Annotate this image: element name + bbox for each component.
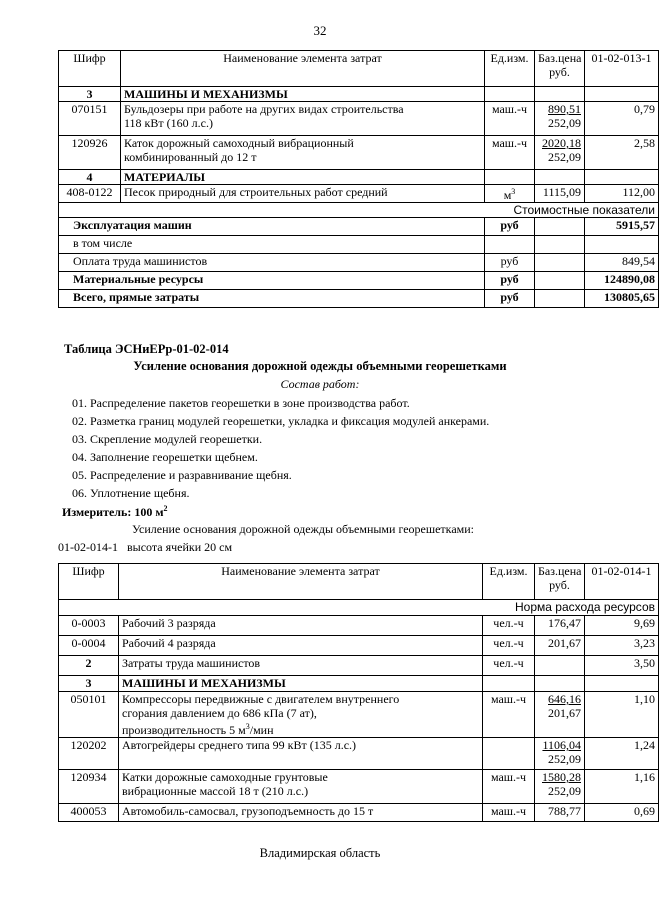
- table-title: Таблица ЭСНиЕРр-01-02-014: [64, 342, 229, 356]
- table-row: 120934 Катки дорожные самоходные грунтовые вибрационные массой 18 т (210 л.с.) маш.-ч 1580,28 252,09 1,16: [59, 770, 659, 804]
- table-row: 070151 Бульдозеры при работе на других видах строительства 118 кВт (160 л.с.) маш.-ч 890,51 252,09 0,79: [59, 102, 659, 136]
- summary-row: Эксплуатация машин руб 5915,57: [59, 218, 659, 236]
- table-row: 408-0122 Песок природный для строительных работ средний $м^3$ 1115,09 112,00: [59, 185, 659, 203]
- col-name-header: Наименование элемента затрат: [121, 51, 485, 87]
- resource-table-1: [58, 50, 659, 308]
- summary-row: Всего, прямые затраты руб 130805,65: [59, 290, 659, 308]
- meter-label: Измеритель: 100 $м^2$: [62, 504, 168, 519]
- table-header: [59, 51, 659, 87]
- col-code-header: Шифр: [59, 564, 119, 600]
- table-row: 050101 Компрессоры передвижные с двигателем внутреннего сгорания давлением до 686 кПа (7 ат), производительность 5 $м^3$/мин маш.-ч 646,16 201,67 1,10: [59, 692, 659, 738]
- work-item: 01. Распределение пакетов георешетки в зоне производства работ.: [72, 396, 410, 410]
- page-number: 32: [313, 23, 327, 38]
- work-item: 02. Разметка границ модулей георешетки, укладка и фиксация модулей анкерами.: [72, 414, 490, 428]
- table-header: [59, 564, 659, 600]
- col-unit-header: Ед.изм.: [485, 51, 535, 87]
- col-norm-header: 01-02-013-1: [585, 51, 659, 87]
- table-row: 0-0004 Рабочий 4 разряда чел.-ч 201,67 3,23: [59, 636, 659, 656]
- works-title: Состав работ:: [280, 377, 360, 391]
- work-item: 04. Заполнение георешетки щебнем.: [72, 450, 258, 464]
- section-title: Усиление основания дорожной одежды объемными георешетками: [133, 359, 507, 373]
- work-item: 06. Уплотнение щебня.: [72, 486, 190, 500]
- table-row: 2 Затраты труда машинистов чел.-ч 3,50: [59, 656, 659, 676]
- summary-row: Материальные ресурсы руб 124890,08: [59, 272, 659, 290]
- section-row: 4 МАТЕРИАЛЫ: [59, 170, 659, 185]
- table-row: 120202 Автогрейдеры среднего типа 99 кВт (135 л.с.) 1106,04 252,09 1,24: [59, 738, 659, 770]
- work-item: 05. Распределение и разравнивание щебня.: [72, 468, 292, 482]
- col-code-header: Шифр: [59, 51, 121, 87]
- description: Усиление основания дорожной одежды объемными георешетками:: [132, 522, 474, 536]
- col-price-header: Баз.цена руб.: [535, 564, 585, 600]
- col-unit-header: Ед.изм.: [483, 564, 535, 600]
- section-row: 3 МАШИНЫ И МЕХАНИЗМЫ: [59, 87, 659, 102]
- table-row: 0-0003 Рабочий 3 разряда чел.-ч 176,47 9,69: [59, 616, 659, 636]
- resource-table-2: [58, 563, 659, 822]
- col-norm-header: 01-02-014-1: [585, 564, 659, 600]
- col-name-header: Наименование элемента затрат: [119, 564, 483, 600]
- summary-row: Оплата труда машинистов руб 849,54: [59, 254, 659, 272]
- summary-row: в том числе: [59, 236, 659, 254]
- variant-label: 01-02-014-1 высота ячейки 20 см: [58, 540, 233, 554]
- section-row: 3 МАШИНЫ И МЕХАНИЗМЫ: [59, 676, 659, 692]
- footer-region: Владимирская область: [259, 846, 381, 860]
- cost-indicators-row: Стоимостные показатели: [59, 203, 659, 218]
- col-price-header: Баз.цена руб.: [535, 51, 585, 87]
- table-row: 120926 Каток дорожный самоходный вибрационный комбинированный до 12 т маш.-ч 2020,18 252,09 2,58: [59, 136, 659, 170]
- work-item: 03. Скрепление модулей георешетки.: [72, 432, 263, 446]
- table-row: 400053 Автомобиль-самосвал, грузоподъемность до 15 т маш.-ч 788,77 0,69: [59, 804, 659, 822]
- norm-label-row: Норма расхода ресурсов: [59, 600, 659, 616]
